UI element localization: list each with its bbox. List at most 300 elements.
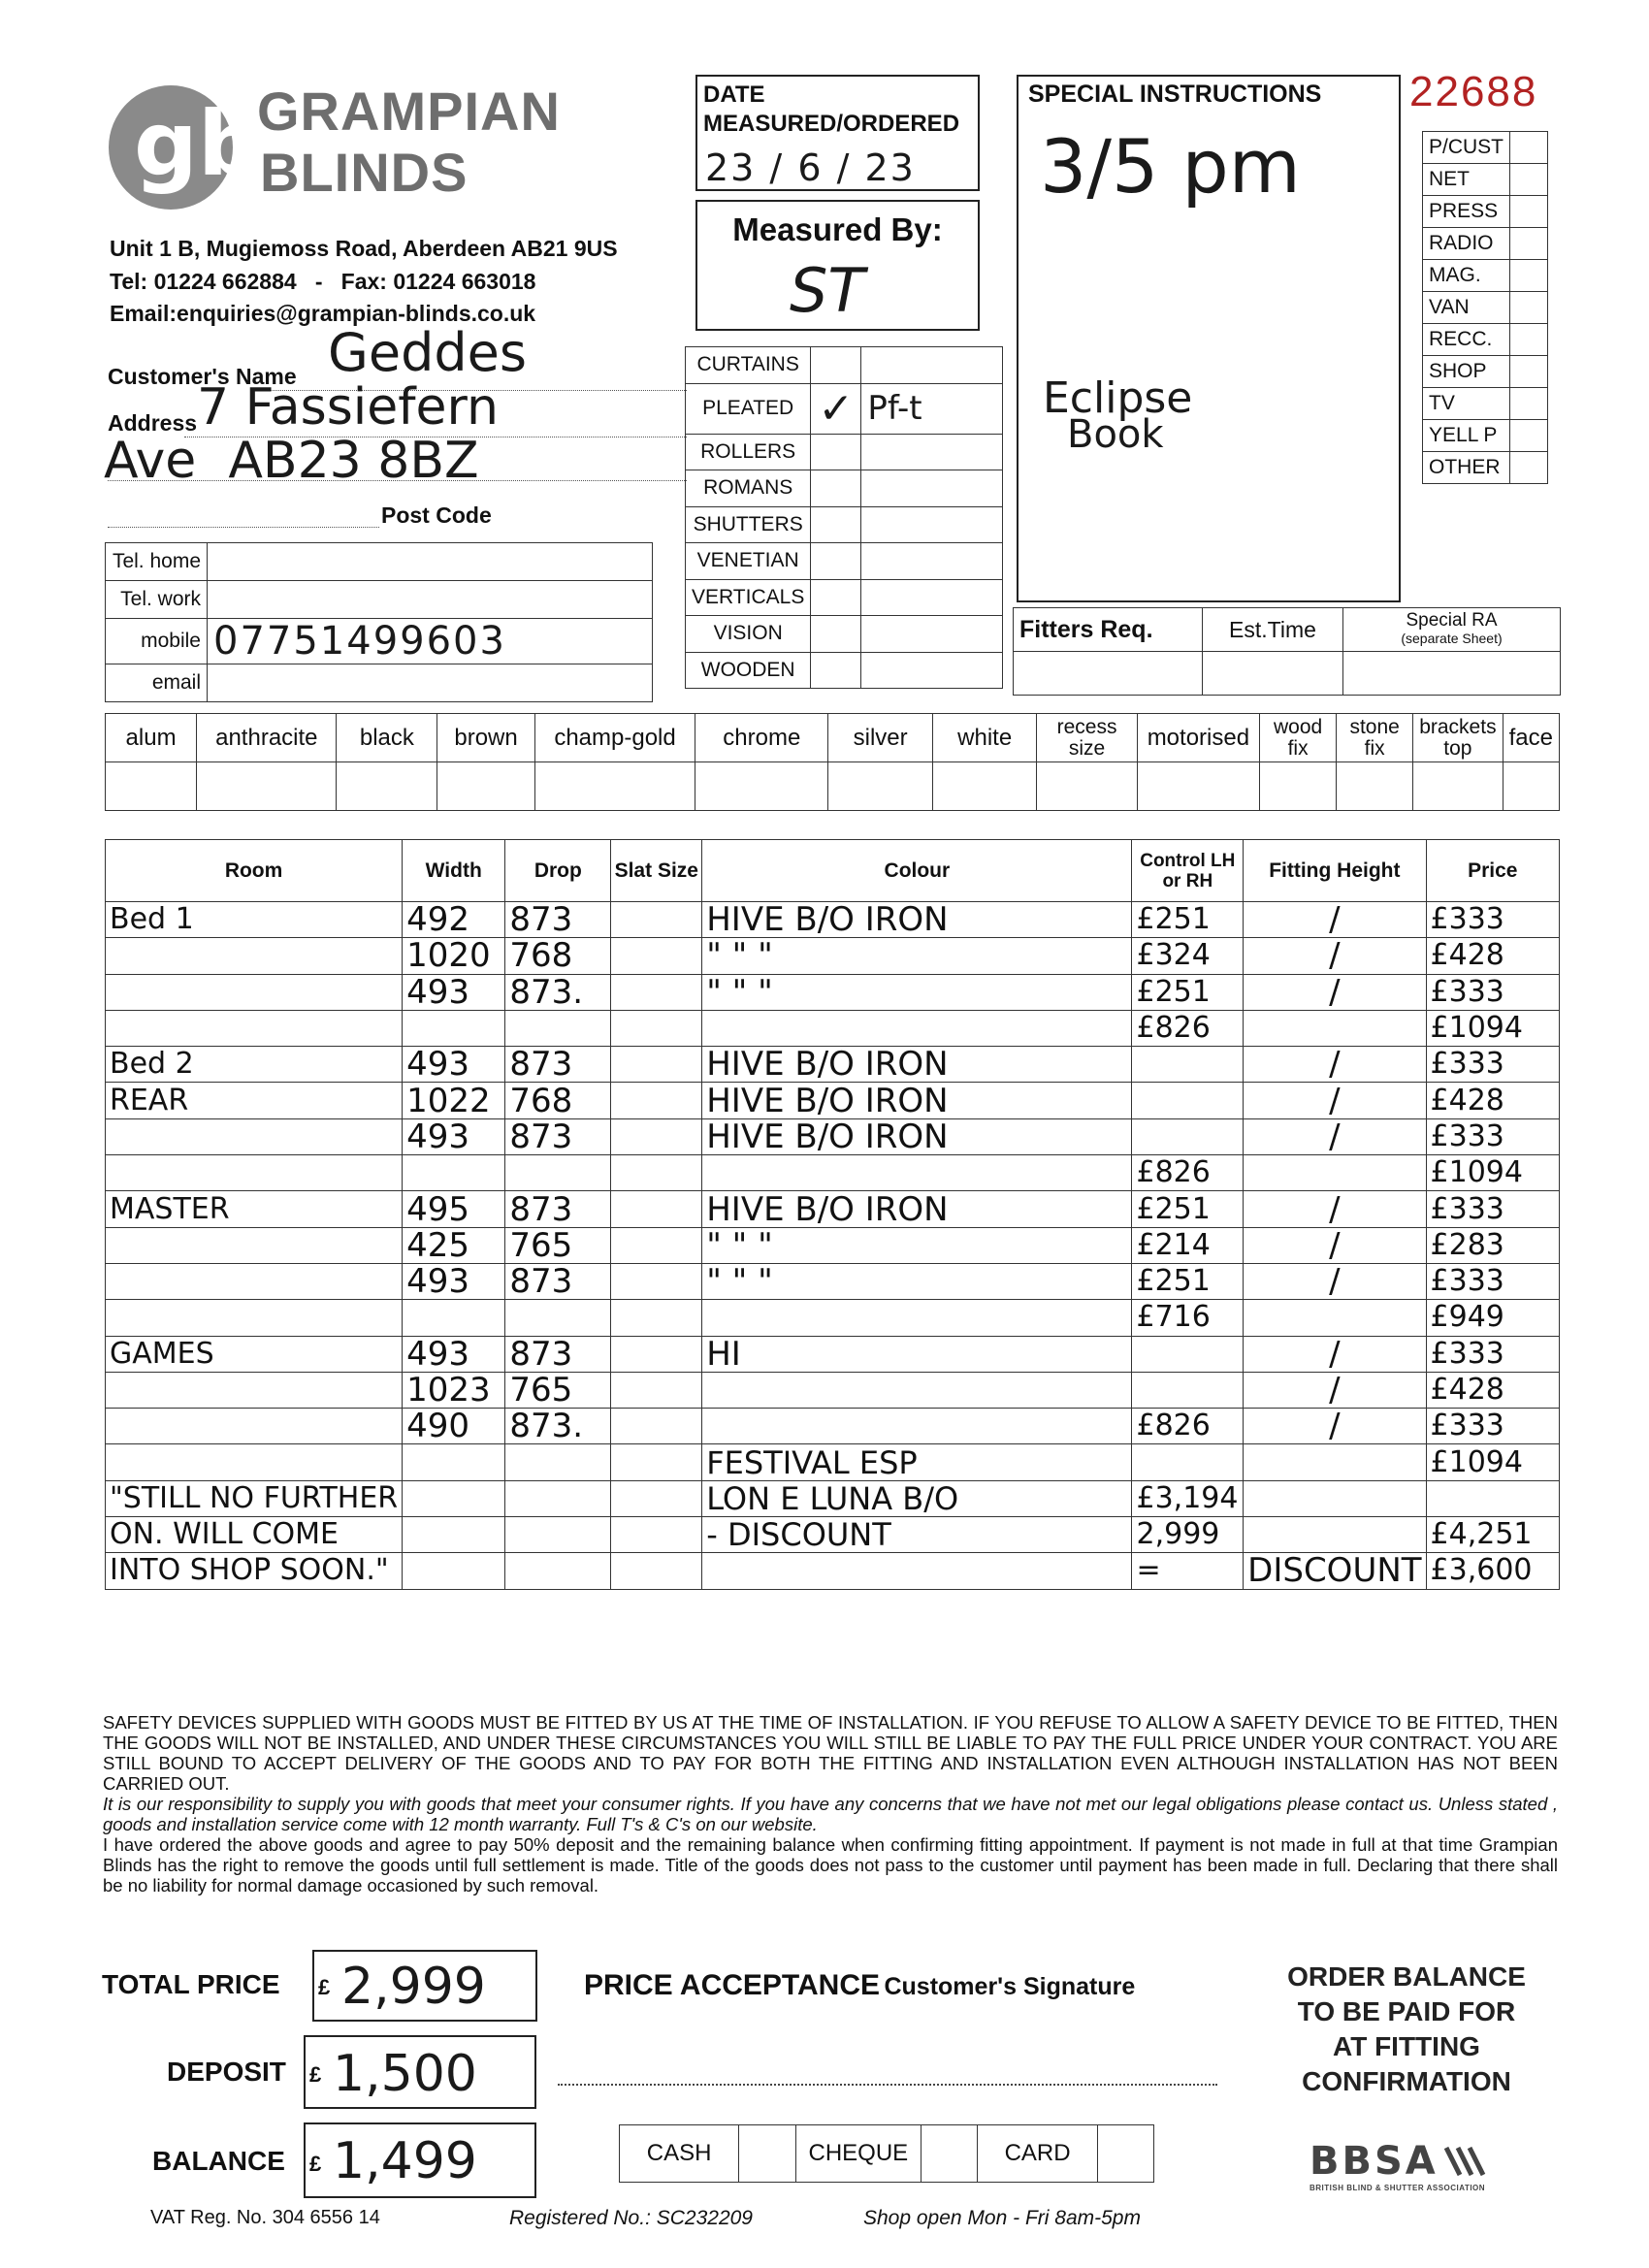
source-row <box>1423 196 1548 228</box>
source-label: PRESS <box>1423 196 1510 228</box>
table-row <box>106 1372 1560 1408</box>
cell-room[interactable] <box>106 1263 403 1299</box>
cell-price[interactable]: £428 <box>1426 938 1559 974</box>
cell-control[interactable] <box>1132 1047 1244 1083</box>
cell-room[interactable] <box>106 1010 403 1046</box>
cell-room[interactable] <box>106 1118 403 1154</box>
blind-type-note[interactable]: Pf-t <box>861 383 1003 434</box>
cell-control[interactable]: £826 <box>1132 1409 1244 1444</box>
cell-colour[interactable]: - DISCOUNT <box>702 1517 1132 1553</box>
cell-fit[interactable] <box>1244 1010 1426 1046</box>
cell-fit[interactable] <box>1244 1517 1426 1553</box>
source-check[interactable] <box>1510 356 1548 388</box>
table-row <box>106 1336 1560 1372</box>
colour-option-label: anthracite <box>197 714 337 762</box>
cell-price[interactable]: £949 <box>1426 1300 1559 1336</box>
blind-type-note[interactable] <box>861 347 1003 384</box>
blind-type-row <box>686 470 1003 507</box>
cell-slat[interactable] <box>611 1083 702 1118</box>
cell-room[interactable]: INTO SHOP SOON." <box>106 1553 403 1589</box>
blind-type-note[interactable] <box>861 616 1003 653</box>
cell-width[interactable]: 425 <box>403 1227 505 1263</box>
colour-option-label: face <box>1503 714 1559 762</box>
cell-room[interactable]: Bed 1 <box>106 902 403 938</box>
deposit-value[interactable]: 1,500 <box>333 2045 477 2103</box>
cell-colour[interactable] <box>702 1372 1132 1408</box>
cell-colour[interactable] <box>702 1409 1132 1444</box>
cell-slat[interactable] <box>611 938 702 974</box>
colour-option-value[interactable] <box>1337 762 1413 811</box>
phone-value[interactable]: 07751499603 <box>208 619 653 664</box>
cell-fit[interactable]: DISCOUNT <box>1244 1553 1426 1589</box>
cell-drop[interactable]: 873 <box>505 1047 611 1083</box>
cell-price[interactable]: £428 <box>1426 1083 1559 1118</box>
deposit-box <box>304 2035 536 2109</box>
cell-fit[interactable]: / <box>1244 1047 1426 1083</box>
payment-cash-box[interactable] <box>739 2125 795 2183</box>
bbsa-logo-text: BBSA <box>1310 2139 1439 2184</box>
blind-type-label: VERTICALS <box>686 579 811 616</box>
special-instructions-box <box>1017 75 1401 602</box>
cell-room[interactable] <box>106 1155 403 1191</box>
cell-fit[interactable]: / <box>1244 1263 1426 1299</box>
table-row <box>106 1517 1560 1553</box>
blind-type-note[interactable] <box>861 506 1003 543</box>
cell-price[interactable]: £3,600 <box>1426 1553 1559 1589</box>
cell-control[interactable] <box>1132 1372 1244 1408</box>
cell-control[interactable]: 2,999 <box>1132 1517 1244 1553</box>
cell-fit[interactable] <box>1244 1300 1426 1336</box>
source-row <box>1423 420 1548 452</box>
source-list <box>1422 131 1548 484</box>
cell-slat[interactable] <box>611 1409 702 1444</box>
cell-fit[interactable] <box>1244 1155 1426 1191</box>
cell-control[interactable]: £826 <box>1132 1010 1244 1046</box>
table-row <box>106 1155 1560 1191</box>
phone-row <box>106 619 653 664</box>
deposit-currency: £ <box>309 2062 322 2087</box>
cell-width[interactable]: 493 <box>403 1118 505 1154</box>
cell-slat[interactable] <box>611 1227 702 1263</box>
source-row <box>1423 452 1548 484</box>
cell-width[interactable] <box>403 1553 505 1589</box>
phone-label: Tel. home <box>106 543 208 581</box>
date-label: DATE MEASURED/ORDERED <box>703 81 960 137</box>
cell-width[interactable] <box>403 1480 505 1516</box>
cell-colour[interactable]: HIVE B/O IRON <box>702 1118 1132 1154</box>
phone-value[interactable] <box>208 581 653 619</box>
order-balance-line-1: ORDER BALANCE <box>1287 1961 1526 1992</box>
order-number: 22688 <box>1409 68 1538 115</box>
cell-slat[interactable] <box>611 902 702 938</box>
cell-slat[interactable] <box>611 1263 702 1299</box>
cell-control[interactable] <box>1132 1336 1244 1372</box>
cell-control[interactable]: £826 <box>1132 1155 1244 1191</box>
cell-fit[interactable]: / <box>1244 974 1426 1010</box>
blind-type-label: CURTAINS <box>686 347 811 384</box>
source-label: TV <box>1423 388 1510 420</box>
special-instructions-value[interactable]: 3/5 pm <box>1040 123 1301 210</box>
source-check[interactable] <box>1510 196 1548 228</box>
blind-type-mark[interactable]: ✓ <box>811 383 861 434</box>
colour-option-value[interactable] <box>1503 762 1559 811</box>
blind-type-row <box>686 347 1003 384</box>
cell-control[interactable]: £251 <box>1132 902 1244 938</box>
cell-slat[interactable] <box>611 1191 702 1227</box>
shop-hours: Shop open Mon - Fri 8am-5pm <box>863 2207 1141 2229</box>
registered-number: Registered No.: SC232209 <box>509 2207 753 2229</box>
cell-control[interactable]: £251 <box>1132 1263 1244 1299</box>
colour-option-value[interactable] <box>1037 762 1137 811</box>
address-line-rule-2 <box>108 480 687 481</box>
order-balance-line-2: TO BE PAID FOR <box>1297 1996 1516 2026</box>
colour-option-label: brown <box>437 714 535 762</box>
cell-control[interactable]: £3,194 <box>1132 1480 1244 1516</box>
cell-colour[interactable]: HIVE B/O IRON <box>702 902 1132 938</box>
measured-by-label: Measured By: <box>732 211 943 247</box>
cell-width[interactable] <box>403 1444 505 1480</box>
cell-colour[interactable]: HIVE B/O IRON <box>702 1191 1132 1227</box>
cell-drop[interactable] <box>505 1480 611 1516</box>
cell-control[interactable]: = <box>1132 1553 1244 1589</box>
cell-control[interactable]: £251 <box>1132 974 1244 1010</box>
cell-control[interactable] <box>1132 1083 1244 1118</box>
table-row <box>106 974 1560 1010</box>
phone-row <box>106 543 653 581</box>
cell-price[interactable]: £1094 <box>1426 1010 1559 1046</box>
deposit-label: DEPOSIT <box>167 2057 286 2087</box>
cell-drop[interactable]: 873 <box>505 1336 611 1372</box>
cell-slat[interactable] <box>611 1118 702 1154</box>
cell-control[interactable]: £324 <box>1132 938 1244 974</box>
blind-type-note[interactable] <box>861 434 1003 470</box>
cell-fit[interactable]: / <box>1244 902 1426 938</box>
cell-fit[interactable]: / <box>1244 1409 1426 1444</box>
company-logo <box>97 80 252 215</box>
blind-type-label: VISION <box>686 616 811 653</box>
cell-width[interactable]: 495 <box>403 1191 505 1227</box>
special-ra-cell <box>1343 608 1561 652</box>
source-check[interactable] <box>1510 164 1548 196</box>
cell-room[interactable] <box>106 1227 403 1263</box>
cell-width[interactable]: 492 <box>403 902 505 938</box>
special-ra-value[interactable] <box>1343 652 1561 696</box>
cell-width[interactable]: 493 <box>403 974 505 1010</box>
cell-drop[interactable] <box>505 1553 611 1589</box>
cell-slat[interactable] <box>611 1336 702 1372</box>
cell-fit[interactable]: / <box>1244 938 1426 974</box>
colour-option-label: white <box>932 714 1037 762</box>
blind-type-mark[interactable] <box>811 543 861 580</box>
cell-slat[interactable] <box>611 1047 702 1083</box>
source-check[interactable] <box>1510 452 1548 484</box>
payment-card-box[interactable] <box>1097 2125 1153 2183</box>
cell-drop[interactable]: 873. <box>505 974 611 1010</box>
extra-note-2: Book <box>1067 412 1164 457</box>
address-line-2[interactable]: Ave AB23 8BZ <box>104 432 479 490</box>
source-check[interactable] <box>1510 292 1548 324</box>
blind-type-label: ROMANS <box>686 470 811 507</box>
cell-drop[interactable]: 768 <box>505 938 611 974</box>
cell-width[interactable]: 493 <box>403 1263 505 1299</box>
cell-room[interactable] <box>106 974 403 1010</box>
source-label: VAN <box>1423 292 1510 324</box>
special-instructions-label: SPECIAL INSTRUCTIONS <box>1028 81 1322 108</box>
cell-width[interactable]: 490 <box>403 1409 505 1444</box>
company-name-2: BLINDS <box>260 142 469 203</box>
cell-width[interactable] <box>403 1517 505 1553</box>
source-label: OTHER <box>1423 452 1510 484</box>
blind-type-note[interactable] <box>861 543 1003 580</box>
table-row <box>106 938 1560 974</box>
source-check[interactable] <box>1510 132 1548 164</box>
blind-type-row <box>686 543 1003 580</box>
cell-drop[interactable]: 873 <box>505 1263 611 1299</box>
cell-fit[interactable] <box>1244 1444 1426 1480</box>
source-row <box>1423 324 1548 356</box>
cell-width[interactable] <box>403 1300 505 1336</box>
th-price: Price <box>1426 840 1559 902</box>
cell-colour[interactable]: FESTIVAL ESP <box>702 1444 1132 1480</box>
colour-option-value[interactable] <box>828 762 933 811</box>
blind-type-mark[interactable] <box>811 579 861 616</box>
source-check[interactable] <box>1510 388 1548 420</box>
est-time-value[interactable] <box>1203 652 1343 696</box>
phone-value[interactable] <box>208 664 653 702</box>
cell-fit[interactable]: / <box>1244 1336 1426 1372</box>
cell-price[interactable]: £333 <box>1426 1118 1559 1154</box>
cell-colour[interactable]: LON E LUNA B/O <box>702 1480 1132 1516</box>
cell-room[interactable] <box>106 1300 403 1336</box>
blind-type-mark[interactable] <box>811 506 861 543</box>
source-check[interactable] <box>1510 324 1548 356</box>
cell-width[interactable]: 1020 <box>403 938 505 974</box>
cell-room[interactable]: REAR <box>106 1083 403 1118</box>
colour-option-value[interactable] <box>695 762 828 811</box>
balance-currency: £ <box>309 2152 322 2176</box>
cell-room[interactable]: MASTER <box>106 1191 403 1227</box>
cell-price[interactable]: £1094 <box>1426 1444 1559 1480</box>
table-row <box>106 1118 1560 1154</box>
cell-price[interactable]: £333 <box>1426 974 1559 1010</box>
payment-cheque-label: CHEQUE <box>795 2125 922 2183</box>
blind-type-mark[interactable] <box>811 434 861 470</box>
cell-price[interactable]: £4,251 <box>1426 1517 1559 1553</box>
cell-room[interactable]: GAMES <box>106 1336 403 1372</box>
cell-slat[interactable] <box>611 1517 702 1553</box>
cell-room[interactable] <box>106 1409 403 1444</box>
blind-type-note[interactable] <box>861 470 1003 507</box>
source-check[interactable] <box>1510 260 1548 292</box>
colour-option-value[interactable] <box>932 762 1037 811</box>
blind-type-mark[interactable] <box>811 652 861 689</box>
cell-width[interactable]: 493 <box>403 1336 505 1372</box>
cell-colour[interactable] <box>702 1155 1132 1191</box>
source-row <box>1423 164 1548 196</box>
cell-slat[interactable] <box>611 1444 702 1480</box>
postcode-line <box>108 527 379 528</box>
cell-colour[interactable] <box>702 1300 1132 1336</box>
cell-room[interactable] <box>106 1444 403 1480</box>
table-row <box>106 1083 1560 1118</box>
cell-drop[interactable]: 765 <box>505 1227 611 1263</box>
cell-fit[interactable] <box>1244 1480 1426 1516</box>
cell-colour[interactable]: HIVE B/O IRON <box>702 1083 1132 1118</box>
payment-cheque-box[interactable] <box>922 2125 978 2183</box>
cell-price[interactable]: £333 <box>1426 1336 1559 1372</box>
blind-type-mark[interactable] <box>811 470 861 507</box>
cell-slat[interactable] <box>611 1155 702 1191</box>
cell-fit[interactable]: / <box>1244 1083 1426 1118</box>
cell-price[interactable]: £333 <box>1426 1047 1559 1083</box>
colour-option-label: silver <box>828 714 933 762</box>
measured-by-value[interactable]: ST <box>790 255 865 326</box>
cell-drop[interactable]: 873 <box>505 1118 611 1154</box>
cell-fit[interactable]: / <box>1244 1191 1426 1227</box>
colour-option-label: black <box>337 714 437 762</box>
cell-colour[interactable] <box>702 1010 1132 1046</box>
source-label: RECC. <box>1423 324 1510 356</box>
cell-drop[interactable] <box>505 1300 611 1336</box>
blind-type-row <box>686 616 1003 653</box>
colour-option-value[interactable] <box>1413 762 1503 811</box>
cell-price[interactable]: £283 <box>1426 1227 1559 1263</box>
balance-value[interactable]: 1,499 <box>333 2132 477 2190</box>
cell-width[interactable] <box>403 1010 505 1046</box>
cell-fit[interactable]: / <box>1244 1118 1426 1154</box>
cell-price[interactable] <box>1426 1480 1559 1516</box>
total-price-value[interactable]: 2,999 <box>341 1958 486 2016</box>
address-line-1[interactable]: 7 Fassiefern <box>197 378 499 437</box>
blind-type-note[interactable] <box>861 652 1003 689</box>
table-row <box>106 1010 1560 1046</box>
signature-line[interactable] <box>558 2084 1217 2086</box>
source-check[interactable] <box>1510 228 1548 260</box>
cell-drop[interactable]: 873. <box>505 1409 611 1444</box>
blind-type-mark[interactable] <box>811 616 861 653</box>
blind-type-note[interactable] <box>861 579 1003 616</box>
cell-price[interactable]: £333 <box>1426 1191 1559 1227</box>
cell-price[interactable]: £428 <box>1426 1372 1559 1408</box>
blind-type-row <box>686 652 1003 689</box>
cell-width[interactable] <box>403 1155 505 1191</box>
est-time-label: Est.Time <box>1203 608 1343 652</box>
cell-drop[interactable] <box>505 1444 611 1480</box>
price-acceptance-label: PRICE ACCEPTANCE <box>584 1969 881 2001</box>
cell-control[interactable]: £251 <box>1132 1191 1244 1227</box>
cell-slat[interactable] <box>611 1372 702 1408</box>
payment-card-label: CARD <box>978 2125 1097 2183</box>
cell-width[interactable]: 493 <box>403 1047 505 1083</box>
extra-note-1: Eclipse <box>1043 373 1193 423</box>
bbsa-logo <box>1310 2139 1533 2192</box>
bbsa-subtitle: BRITISH BLIND & SHUTTER ASSOCIATION <box>1310 2184 1486 2192</box>
cell-price[interactable]: £1094 <box>1426 1155 1559 1191</box>
source-check[interactable] <box>1510 420 1548 452</box>
cell-control[interactable] <box>1132 1118 1244 1154</box>
cell-fit[interactable]: / <box>1244 1227 1426 1263</box>
cell-price[interactable]: £333 <box>1426 902 1559 938</box>
blind-type-mark[interactable] <box>811 347 861 384</box>
cell-slat[interactable] <box>611 1553 702 1589</box>
table-row <box>106 1444 1560 1480</box>
balance-box <box>304 2122 536 2198</box>
cell-drop[interactable]: 765 <box>505 1372 611 1408</box>
cell-colour[interactable]: HIVE B/O IRON <box>702 1047 1132 1083</box>
source-row <box>1423 132 1548 164</box>
cell-drop[interactable]: 873 <box>505 1191 611 1227</box>
cell-fit[interactable]: / <box>1244 1372 1426 1408</box>
cell-drop[interactable] <box>505 1517 611 1553</box>
customer-name-value[interactable]: Geddes <box>328 322 527 383</box>
table-row <box>106 1227 1560 1263</box>
cell-slat[interactable] <box>611 1010 702 1046</box>
price-acceptance-sub: Customer's Signature <box>884 1973 1136 2000</box>
colour-option-value[interactable] <box>437 762 535 811</box>
cell-colour[interactable]: " " " <box>702 938 1132 974</box>
cell-width[interactable]: 1022 <box>403 1083 505 1118</box>
cell-room[interactable]: ON. WILL COME <box>106 1517 403 1553</box>
cell-colour[interactable]: " " " <box>702 1263 1132 1299</box>
cell-drop[interactable] <box>505 1010 611 1046</box>
cell-colour[interactable]: " " " <box>702 1227 1132 1263</box>
cell-colour[interactable]: HI <box>702 1336 1132 1372</box>
colour-option-value[interactable] <box>106 762 197 811</box>
colour-option-value[interactable] <box>1137 762 1259 811</box>
colour-option-value[interactable] <box>534 762 695 811</box>
customer-name-label: Customer's Name <box>108 364 297 389</box>
cell-drop[interactable]: 873 <box>505 902 611 938</box>
cell-colour[interactable]: " " " <box>702 974 1132 1010</box>
cell-drop[interactable] <box>505 1155 611 1191</box>
cell-price[interactable]: £333 <box>1426 1263 1559 1299</box>
table-row <box>106 1191 1560 1227</box>
colour-option-label: stone fix <box>1337 714 1413 762</box>
cell-slat[interactable] <box>611 1480 702 1516</box>
blind-type-label: PLEATED <box>686 383 811 434</box>
date-value[interactable]: 23 / 6 / 23 <box>705 146 916 189</box>
colour-options-table <box>105 713 1560 811</box>
phone-row <box>106 581 653 619</box>
cell-slat[interactable] <box>611 974 702 1010</box>
company-name-1: GRAMPIAN <box>257 81 561 142</box>
cell-room[interactable] <box>106 938 403 974</box>
cell-colour[interactable] <box>702 1553 1132 1589</box>
source-row <box>1423 228 1548 260</box>
gb-logo-icon <box>97 80 252 215</box>
cell-width[interactable]: 1023 <box>403 1372 505 1408</box>
colour-option-value[interactable] <box>1260 762 1337 811</box>
company-email: Email:enquiries@grampian-blinds.co.uk <box>110 301 536 326</box>
cell-slat[interactable] <box>611 1300 702 1336</box>
cell-control[interactable]: £716 <box>1132 1300 1244 1336</box>
special-ra-sub: (separate Sheet) <box>1401 631 1503 646</box>
table-row <box>106 1300 1560 1336</box>
cell-room[interactable] <box>106 1372 403 1408</box>
cell-control[interactable]: £214 <box>1132 1227 1244 1263</box>
phone-value[interactable] <box>208 543 653 581</box>
cell-drop[interactable]: 768 <box>505 1083 611 1118</box>
cell-room[interactable]: "STILL NO FURTHER <box>106 1480 403 1516</box>
fitters-req-value[interactable] <box>1014 652 1203 696</box>
colour-option-value[interactable] <box>197 762 337 811</box>
cell-price[interactable]: £333 <box>1426 1409 1559 1444</box>
cell-control[interactable] <box>1132 1444 1244 1480</box>
cell-room[interactable]: Bed 2 <box>106 1047 403 1083</box>
colour-option-value[interactable] <box>337 762 437 811</box>
phone-label: Tel. work <box>106 581 208 619</box>
terms-payment: I have ordered the above goods and agree to pay 50% deposit and the remaining balance when confirming fitting appointment. If payment is not made in full at that time Grampian Blinds has the right to remove the goods until full settlement is made. Title of the goods does not pass to the customer until payment has been made in full. Declaring that there shall be no liability for normal damage occasioned by such removal. <box>103 1834 1558 1895</box>
